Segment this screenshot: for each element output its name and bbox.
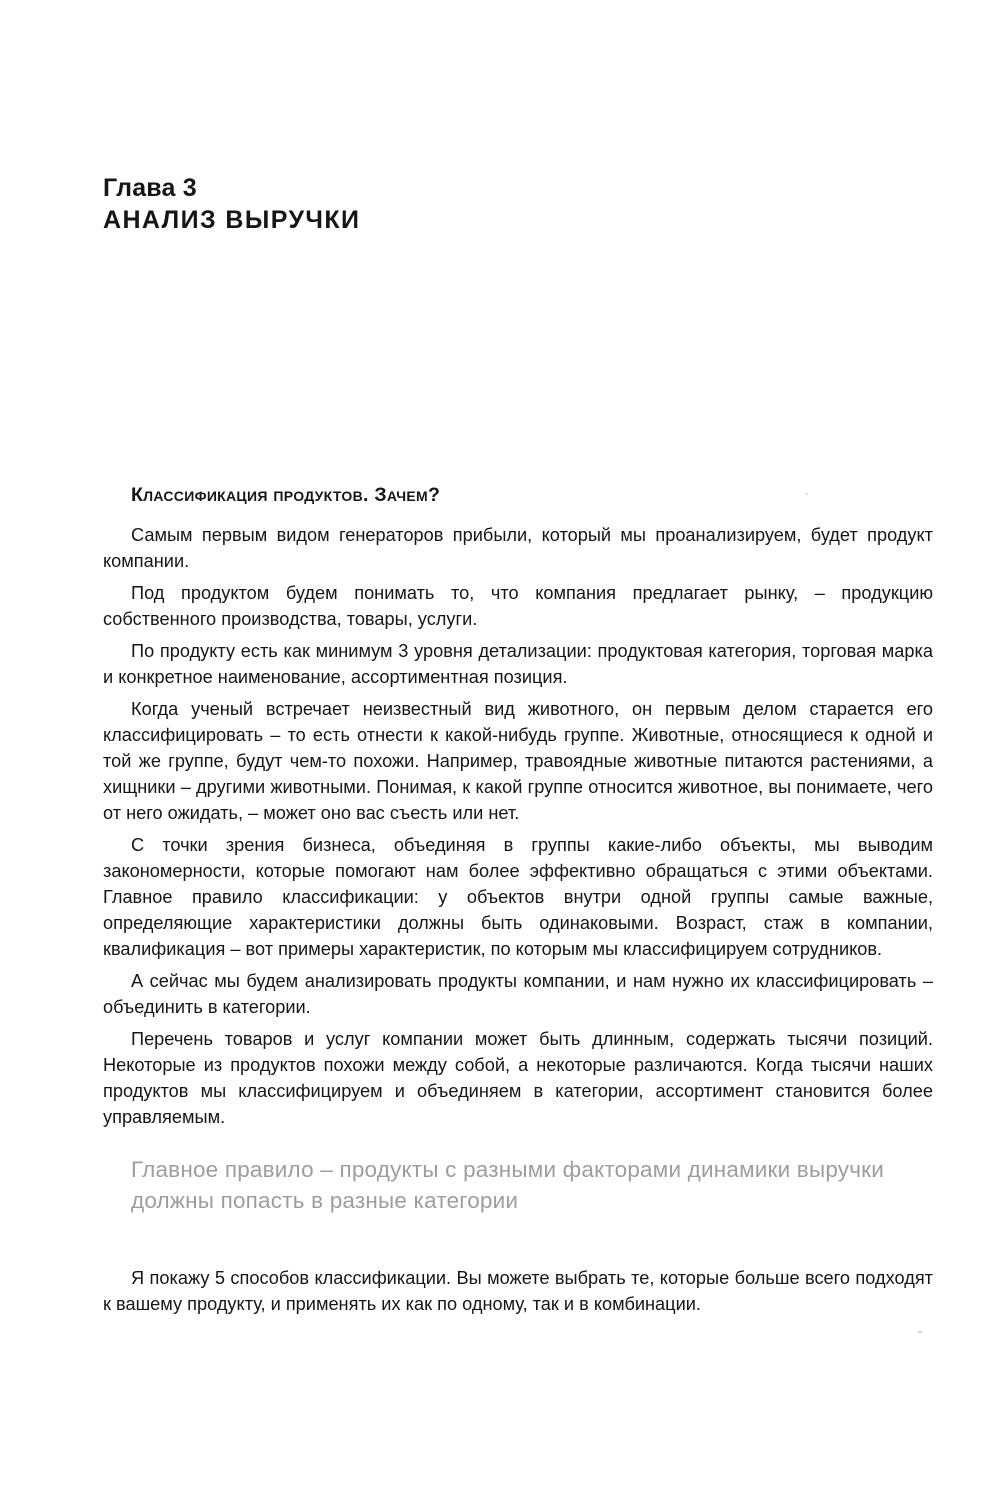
scan-speck	[806, 493, 808, 495]
paragraph: Перечень товаров и услуг компании может быть длинным, содержать тысячи позиций. Некоторые из продуктов похожи между собой, а некоторые различаются. Когда тысячи наших продуктов мы классифицируем и объединяем в категории, ассортимент становится более управляемым.	[103, 1029, 933, 1127]
paragraph: С точки зрения бизнеса, объединяя в группы какие-либо объекты, мы выводим закономерности, которые помогают нам более эффективно обращаться с этими объектами. Главное правило классификации: у объектов внутри одной группы самые важные, определяющие характеристики должны быть одинаковыми. Возраст, стаж в компании, квалификация – вот примеры характеристик, по которым мы классифицируем сотрудников.	[103, 835, 933, 959]
scan-speck	[918, 1331, 922, 1333]
paragraph: Когда ученый встречает неизвестный вид животного, он первым делом старается его классифицировать – то есть отнести к какой-нибудь группе. Животные, относящиеся к одной и той же группе, будут чем-то похожи. Например, травоядные животные питаются растениями, а хищники – другими животными. Понимая, к какой группе относится животное, вы понимаете, чего от него ожидать, – может оно вас съесть или нет.	[103, 699, 933, 823]
chapter-header	[103, 172, 360, 236]
chapter-title: АНАЛИЗ ВЫРУЧКИ	[103, 206, 361, 234]
chapter-number: Глава 3	[103, 174, 197, 202]
section-title: Классификация продуктов. Зачем?	[131, 484, 441, 506]
pull-quote: Главное правило – продукты с разными факторами динамики выручки должны попасть в разные категории	[131, 1157, 884, 1213]
paragraph: Под продуктом будем понимать то, что компания предлагает рынку, – продукцию собственного производства, товары, услуги.	[103, 583, 933, 629]
paragraph: А сейчас мы будем анализировать продукты компании, и нам нужно их классифицировать – объединить в категории.	[103, 971, 933, 1017]
closing-paragraph: Я покажу 5 способов классификации. Вы можете выбрать те, которые больше всего подходят к вашему продукту, и применять их как по одному, так и в комбинации.	[103, 1268, 933, 1314]
section-content	[103, 478, 933, 1323]
paragraph: Самым первым видом генераторов прибыли, который мы проанализируем, будет продукт компании.	[103, 525, 933, 571]
paragraph: По продукту есть как минимум 3 уровня детализации: продуктовая категория, торговая марка и конкретное наименование, ассортиментная позиция.	[103, 641, 933, 687]
